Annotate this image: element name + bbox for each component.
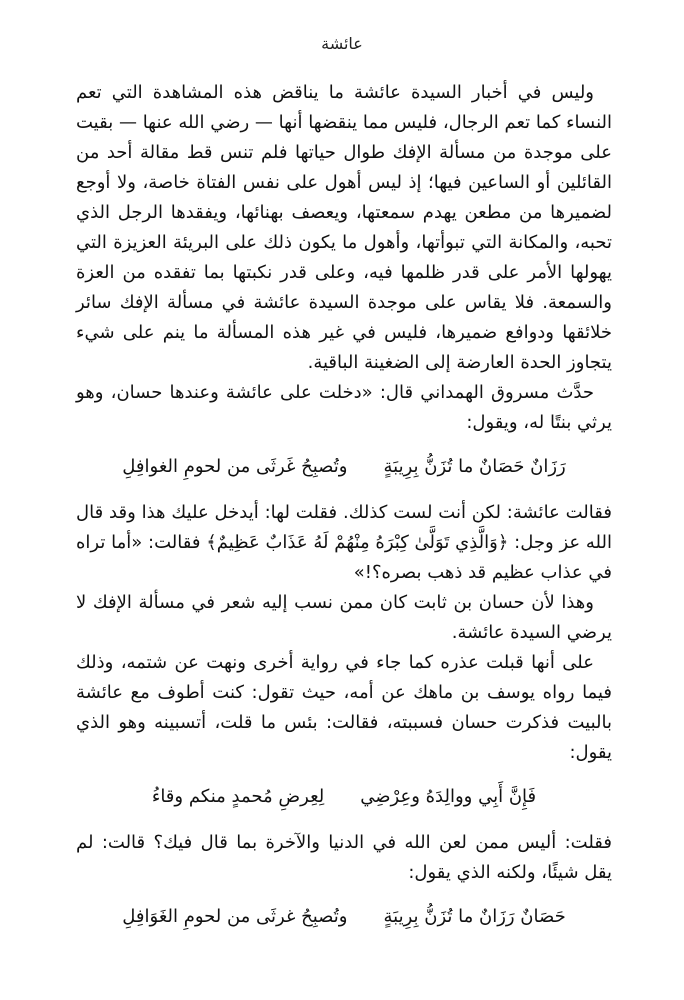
page-body <box>76 78 612 948</box>
verse-3 <box>76 902 612 932</box>
paragraph-3 <box>76 498 612 588</box>
verse-1 <box>76 452 612 482</box>
paragraph-1: وليس في أخبار السيدة عائشة ما يناقض هذه المشاهدة التي تعم النساء كما تعم الرجال، فليس مما ينقضها أنها — رضي الله عنها — بقيت على موجدة من مسألة الإفك طوال حياتها فلم تنس قط مقالة أحد من القائلين أو الساعين فيها؛ إذ ليس أهول على نفس الفتاة خاصة، ولا أوجع لضميرها من مطعن يهدم سمعتها، ويعصف بهنائها، ويفقدها الرجل الذي تحبه، والمكانة التي تبوأتها، وأهول ما يكون ذلك على البريئة العزيزة التي يهولها الأمر على قدر ظلمها فيه، وعلى قدر نكبتها بما تفقده من العزة والسمعة. فلا يقاس على موجدة السيدة عائشة في مسألة الإفك سائر خلائقها ودوافع ضميرها، فليس في غير هذه المسألة ما ينم على شيء يتجاوز الحدة العارضة إلى الضغينة الباقية. <box>76 82 612 373</box>
verse-1-second-hemistich: وتُصبِحُ غَرثَى من لحومِ الغوافِلِ <box>122 456 348 477</box>
running-header: عائشة <box>321 34 363 53</box>
paragraph-3-text-b: فقالت: «أما تراه في عذاب عظيم قد ذهب بصره؟!» <box>76 532 612 583</box>
paragraph-6: فقلت: أليس ممن لعن الله في الدنيا والآخرة بما قال فيك؟ قالت: لم يقل شيئًا، ولكنه الذي يقول: <box>76 832 612 883</box>
paragraph-5: على أنها قبلت عذره كما جاء في رواية أخرى ونهت عن شتمه، وذلك فيما رواه يوسف بن ماهك عن أمه، حيث تقول: كنت أطوف مع عائشة بالبيت فذكرت حسان فسببته، فقالت: بئس ما قلت، أتسبينه وهو الذي يقول: <box>76 652 612 763</box>
verse-2-second-hemistich: لِعِرضِ مُحمدٍ منكم وقاءُ <box>151 786 325 807</box>
verse-3-first-hemistich: حَصَانٌ رَزَانٌ ما تُزَنُّ بِرِيبَةٍ <box>383 906 566 927</box>
verse-2 <box>76 782 612 812</box>
verse-1-first-hemistich: رَزَانٌ حَصَانٌ ما تُزَنُّ بِرِيبَةٍ <box>383 456 566 477</box>
quran-verse: ﴿وَالَّذِي تَوَلَّىٰ كِبْرَهُ مِنْهُمْ لَهُ عَذَابٌ عَظِيمٌ﴾ <box>206 532 509 553</box>
paragraph-3-text-a: فقالت عائشة: لكن أنت لست كذلك. فقلت لها: أيدخل عليك هذا وقد قال الله عز وجل: <box>76 502 612 553</box>
paragraph-4: وهذا لأن حسان بن ثابت كان ممن نسب إليه شعر في مسألة الإفك لا يرضي السيدة عائشة. <box>76 592 612 643</box>
paragraph-2: حدَّث مسروق الهمداني قال: «دخلت على عائشة وعندها حسان، وهو يرثي بنتًا له، ويقول: <box>76 382 612 433</box>
verse-3-second-hemistich: وتُصبِحُ غرثَى من لحومِ الغَوَافِلِ <box>122 906 348 927</box>
verse-2-first-hemistich: فَإِنَّ أَبِي ووالِدَهُ وعِرْضِي <box>360 786 537 807</box>
